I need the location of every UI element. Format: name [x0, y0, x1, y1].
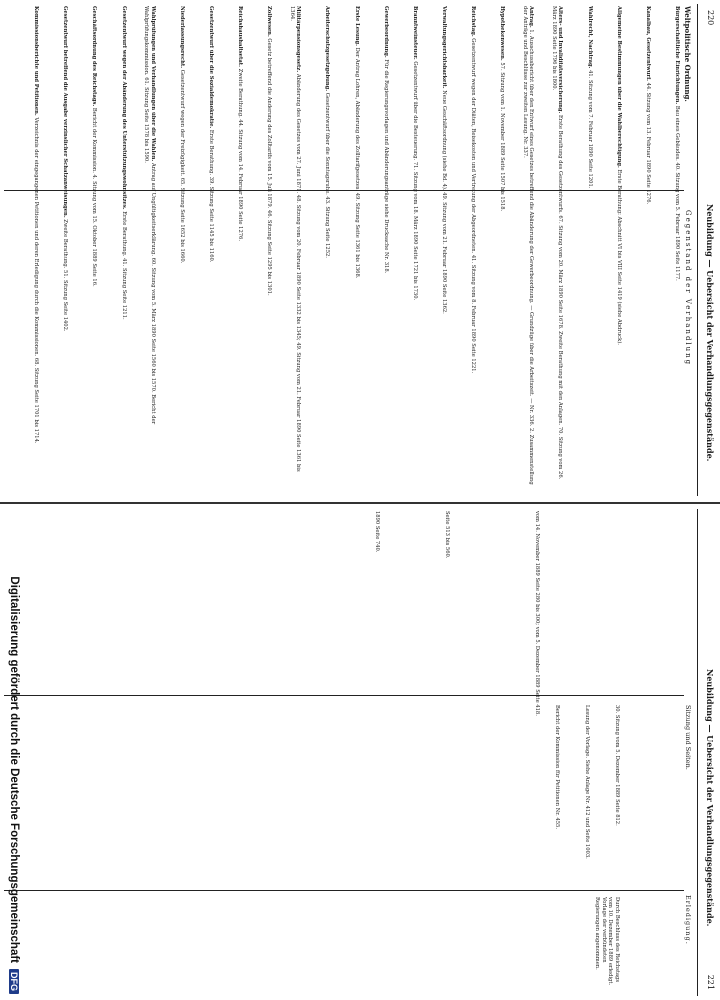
header-rule-right	[697, 509, 698, 996]
entry-text: 1. Ausschussbericht über den Entwurf eines Gesetzes betreffend die Abänderung der Gewerbeordnung. — Grundzüge über die Arbeitszeit. — Nr. 336. 2. Zusammenstellung der Anträge und Beschlüsse zur zweiten Lesung. Nr. 337.	[521, 6, 535, 485]
entry-row	[244, 6, 272, 486]
entry-text: Zweite Berathung. 51. Sitzung Seite 1402.	[62, 219, 69, 332]
entry-row	[186, 6, 214, 486]
ort-entry-1: 30. Sitzung vom 5. Dezember 1889 Seite 812.	[614, 705, 620, 826]
entry-label: Militärpensionsgesetz.	[295, 6, 302, 73]
entry-label: Branntweinsteuer.	[411, 6, 418, 60]
left-entries	[10, 6, 680, 486]
entry-label: Gesetzentwurf wegen der Abänderung des Unterstützungswohnsitzes.	[120, 6, 127, 210]
entry-row	[652, 6, 680, 486]
column-title: Gegenstand der Verhandlung	[684, 210, 692, 367]
column-divider-right-2	[4, 890, 684, 891]
entry-row	[361, 6, 389, 486]
page-number-left: 220	[706, 10, 715, 26]
continuation-line: 1890 Seite 740.	[374, 511, 380, 553]
entry-text: Erste Berathung. 41. Sitzung Seite 1211.	[120, 211, 127, 320]
running-header-right	[695, 509, 719, 996]
entry-row	[273, 6, 301, 486]
entry-label: Wahlrecht, Nachtrag.	[586, 6, 593, 69]
entry-text: Bau eines Gebäudes. 40. Sitzung vom 5. Februar 1890 Seite 1177.	[674, 105, 680, 281]
entry-label: Wahlprüfungen und Verhandlungen über die Wahlen.	[149, 6, 156, 162]
running-head-left: Weltpolitische Ordnung.	[683, 6, 692, 102]
dfg-logo: DFG	[9, 969, 19, 994]
entry-label: Allgemeine Bestimmungen über die Wahlberechtigung.	[615, 6, 622, 168]
entry-text: Erste Berathung: Abschnitt VI bis VIII Seite 1419 (siehe Abdruck).	[615, 169, 622, 345]
entry-label: Kommissionsberichte und Petitionen.	[33, 6, 40, 116]
entry-label: Alters- und Invaliditätsversicherung.	[557, 6, 564, 114]
entry-text: Gesetz betreffend die Änderung des Zolltarifs vom 15. Juli 1879. 46. Sitzung Seite 1295 bis 1301.	[266, 38, 273, 296]
entry-label: Gesetzentwurf betreffend die Ausgabe verzinslicher Schatzanweisungen.	[62, 6, 69, 218]
entry-row	[331, 6, 359, 486]
entry-text: 44. Sitzung vom 13. Februar 1890 Seite 1276.	[644, 82, 651, 205]
page-number-right: 221	[706, 974, 715, 990]
running-head-center-right: Neubildung — Uebersicht der Verhandlungsgegenstände.	[705, 669, 715, 927]
gutter	[0, 502, 720, 504]
continuation-line: vom 14. November 1889 Seite 280 bis 300; vom 5. Dezember 1889 Seite 418.	[534, 511, 540, 716]
entry-text: Antrag auf Ungültigkeitserklärung. 60. Sitzung vom 5. März 1890 Seite 1560 bis 1570. Bericht der Wahlprüfungskommission. 61. Sitzung Seite 1578 bis 1590.	[143, 6, 156, 425]
entry-row	[477, 6, 505, 486]
page-right	[0, 505, 720, 1000]
entry-row	[390, 6, 418, 486]
col-erl-header: Erledigung.	[684, 895, 692, 945]
entry-label: Bürgerschaftliche Einrichtungen.	[674, 6, 680, 105]
entry-row	[564, 6, 592, 486]
entry-text: Gesetzentwurf über die Besteuerung. 71. Sitzung vom 18. März 1890 Seite 1721 bis 1730.	[411, 61, 418, 301]
entry-text: Gesetzentwurf wegen der Freizügigkeit. 65. Sitzung Seite 1652 bis 1660.	[178, 69, 185, 264]
ort-entry-3: Bericht der Kommission für Petitionen Nr. 455.	[554, 705, 560, 829]
entry-label: Gewerbeordnung.	[382, 6, 389, 58]
col-ort-header: Sitzung und Seiten.	[684, 705, 692, 770]
entry-label: Reichstag.	[470, 6, 477, 37]
entry-label: Kanalbau, Gesetzentwurf.	[644, 6, 651, 81]
entry-label: Arbeiterschutzgesetzgebung.	[324, 6, 331, 92]
ort-entry-2: Lesung der Vorlage. Siehe Anlage Nr. 412 und Seite 1003.	[584, 705, 590, 859]
entry-label: Niederlassungsrecht.	[178, 6, 185, 69]
entry-row	[448, 6, 476, 486]
column-divider-right-1	[4, 695, 684, 696]
continuation-line: Seite 513 bis 560.	[444, 511, 450, 559]
entry-text: 41. Sitzung vom 7. Februar 1890 Seite 1201.	[586, 70, 593, 189]
entry-row	[419, 6, 447, 486]
entry-text: Verzeichnis der eingegangenen Petitionen und deren Erledigung durch die Kommissionen. 68. Sitzung Seite 1701 bis 1714.	[33, 117, 40, 444]
entry-row	[535, 6, 563, 486]
entry-row	[69, 6, 97, 486]
entry-label: Zollwesen.	[266, 6, 273, 37]
entry-text: Gesetzentwurf wegen der Diäten, Reisekosten und Vertretung der Abgeordneten. 41. Sitzung vom 8. Februar 1890 Seite 1221.	[470, 38, 477, 374]
entry-label: Verwaltungsgerichtsbarkeit.	[440, 6, 447, 89]
entry-text: Bericht der Kommission. 4. Sitzung vom 15. Oktober 1889 Seite 16.	[91, 107, 98, 287]
erledigung-entry-1: Durch Beschluss des Reichstags vom 10. Dezember 1889 erledigt. Vorlage der verbündeten Regierungen angenommen.	[594, 897, 620, 986]
entry-row	[40, 6, 68, 486]
entry-row	[594, 6, 622, 486]
entry-text: Erste Berathung. 39. Sitzung Seite 1145 bis 1160.	[207, 129, 214, 263]
entry-row	[506, 6, 534, 486]
entry-row	[157, 6, 185, 486]
entry-label: Reichshaushaltsetat.	[237, 6, 244, 67]
entry-text: Neue Geschäftsordnung (siehe Bd. 4). 49. Sitzung vom 21. Februar 1890 Seite 1362.	[440, 90, 447, 314]
entry-text: Der Antrag Lohren, Abänderung des Zolltarifgesetzes. 49. Sitzung Seite 1361 bis 1368.	[353, 47, 360, 279]
entry-label: Geschäftsordnung des Reichstags.	[91, 6, 98, 107]
header-rule-left	[697, 4, 698, 496]
entry-row	[215, 6, 243, 486]
entry-row	[128, 6, 156, 486]
running-head-center-left: Neubildung — Uebersicht der Verhandlungsgegenstände.	[705, 204, 715, 462]
entry-row	[98, 6, 126, 486]
footer-text: Digitalisierung gefördert durch die Deutsche Forschungsgemeinschaft	[8, 576, 20, 963]
footer-text-row	[8, 4, 20, 994]
entry-label: Gesetzentwurf über die Sozialdemokratie.	[207, 6, 214, 129]
entry-label: Antrag.	[528, 6, 535, 28]
right-continuations	[20, 511, 680, 716]
entry-row	[302, 6, 330, 486]
entry-text: Gesetzentwurf über die Sonntagsruhe. 43. Sitzung Seite 1252.	[324, 92, 331, 258]
entry-label: Erste Lesung.	[353, 6, 360, 46]
entry-text: Erste Berathung des Gesetzentwurfs. 67. Sitzung vom 20. März 1890 Seite 1678. Zweite Berathung mit den Anlagen. 70. Sitzung vom 26. März 1890 Seite 1796 bis 1800.	[550, 6, 564, 480]
entry-label: Hypothekenwesen.	[499, 6, 506, 61]
entry-text: Für die Regierungsvorlagen und Abänderungsanträge siehe Drucksache Nr. 318.	[382, 59, 389, 274]
entry-text: Abänderung des Gesetzes vom 27. Juni 1871. 48. Sitzung vom 20. Februar 1890 Seite 1332 bis 1345; 49. Sitzung vom 21. Februar 1890 Seite 1361 bis 1364.	[288, 6, 302, 472]
entry-text: Zweite Berathung. 44. Sitzung vom 14. Februar 1890 Seite 1276.	[237, 68, 244, 242]
footer	[6, 0, 20, 1000]
running-header-left	[695, 4, 719, 496]
entry-row	[623, 6, 651, 486]
entry-text: 57. Sitzung vom 1. November 1889 Seite 1507 bis 1518.	[499, 62, 506, 212]
